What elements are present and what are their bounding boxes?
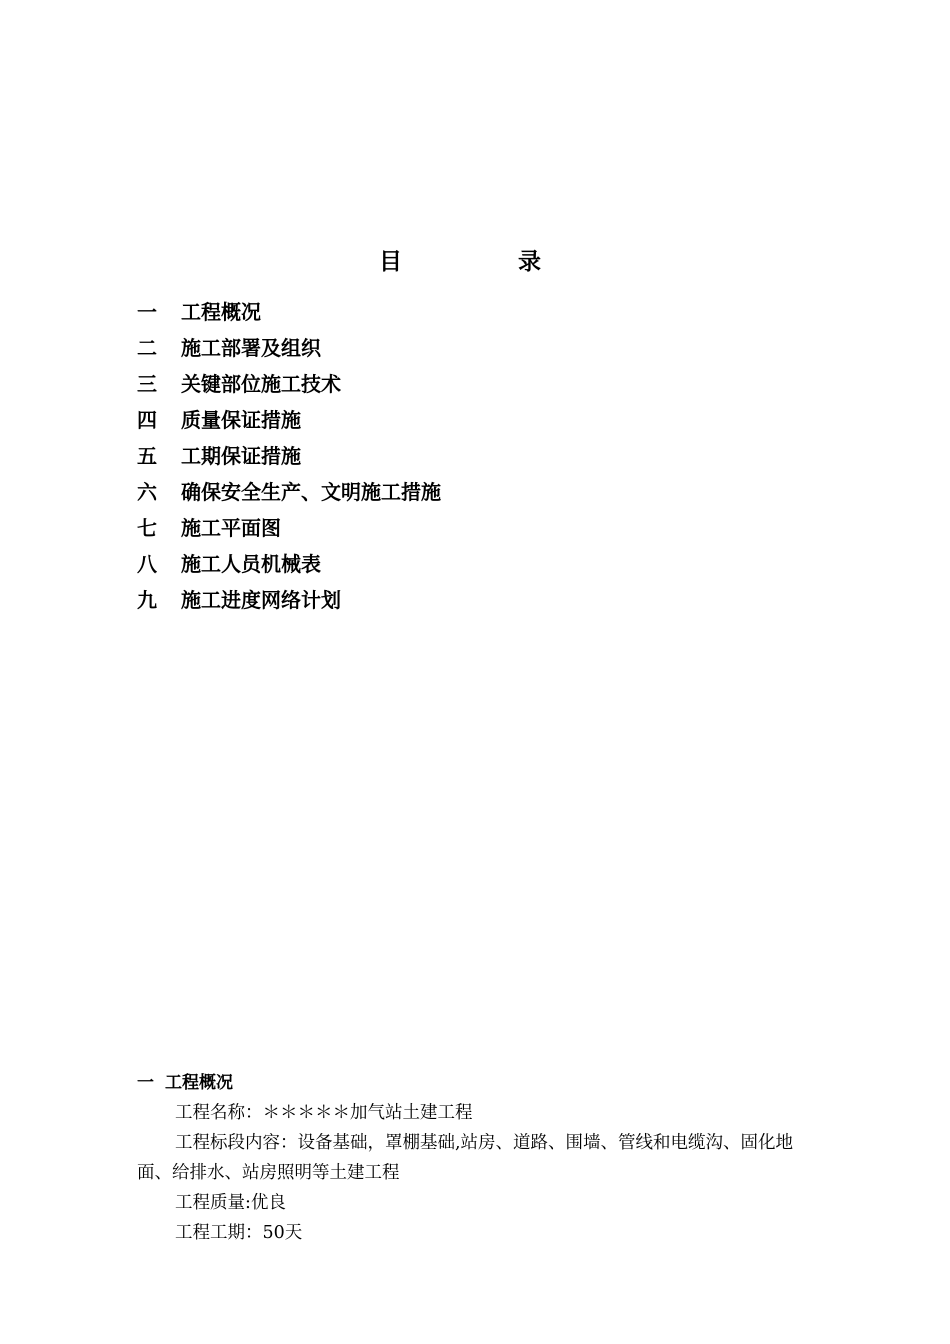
toc-item-number: 五: [137, 444, 157, 468]
toc-item-number: 九: [137, 588, 157, 612]
project-quality-paragraph: 工程质量:优良: [175, 1193, 286, 1213]
toc-item-number: 一: [137, 300, 157, 324]
toc-item-number: 七: [137, 516, 157, 540]
section-title: 工程概况: [165, 1073, 233, 1093]
toc-item-label: 施工进度网络计划: [181, 588, 341, 612]
toc-item: [137, 476, 737, 512]
toc-item-label: 质量保证措施: [181, 408, 301, 432]
toc-item-label: 工程概况: [181, 300, 261, 324]
project-name-paragraph: 工程名称：＊＊＊＊＊加气站土建工程: [175, 1103, 473, 1123]
toc-item-number: 六: [137, 480, 157, 504]
toc-item: [137, 296, 737, 332]
section-project-overview: [137, 1068, 817, 1248]
toc-item: [137, 404, 737, 440]
toc-item-label: 确保安全生产、文明施工措施: [181, 480, 441, 504]
toc-title: [0, 246, 950, 278]
toc-item: [137, 548, 737, 584]
toc-item-label: 施工部署及组织: [181, 336, 321, 360]
toc-item: [137, 512, 737, 548]
toc-title-left: 目: [379, 249, 402, 275]
toc-item-number: 二: [137, 336, 157, 360]
toc-item-number: 四: [137, 408, 157, 432]
toc-item: [137, 368, 737, 404]
toc-item-label: 施工平面图: [181, 516, 281, 540]
toc-title-right: 录: [518, 249, 541, 275]
project-scope-paragraph: 工程标段内容：设备基础，罩棚基础,站房、道路、围墙、管线和电缆沟、固化地面、给排水、站房照明等土建工程: [137, 1133, 794, 1183]
toc-item: [137, 440, 737, 476]
toc-item: [137, 584, 737, 620]
toc-item-label: 施工人员机械表: [181, 552, 321, 576]
toc-item-label: 关键部位施工技术: [181, 372, 341, 396]
toc-item: [137, 332, 737, 368]
toc-item-label: 工期保证措施: [181, 444, 301, 468]
section-number: 一: [137, 1073, 154, 1093]
table-of-contents: [137, 296, 737, 620]
section-heading: [137, 1068, 817, 1098]
project-duration-paragraph: 工程工期：50天: [175, 1223, 303, 1243]
toc-item-number: 三: [137, 372, 157, 396]
toc-item-number: 八: [137, 552, 157, 576]
